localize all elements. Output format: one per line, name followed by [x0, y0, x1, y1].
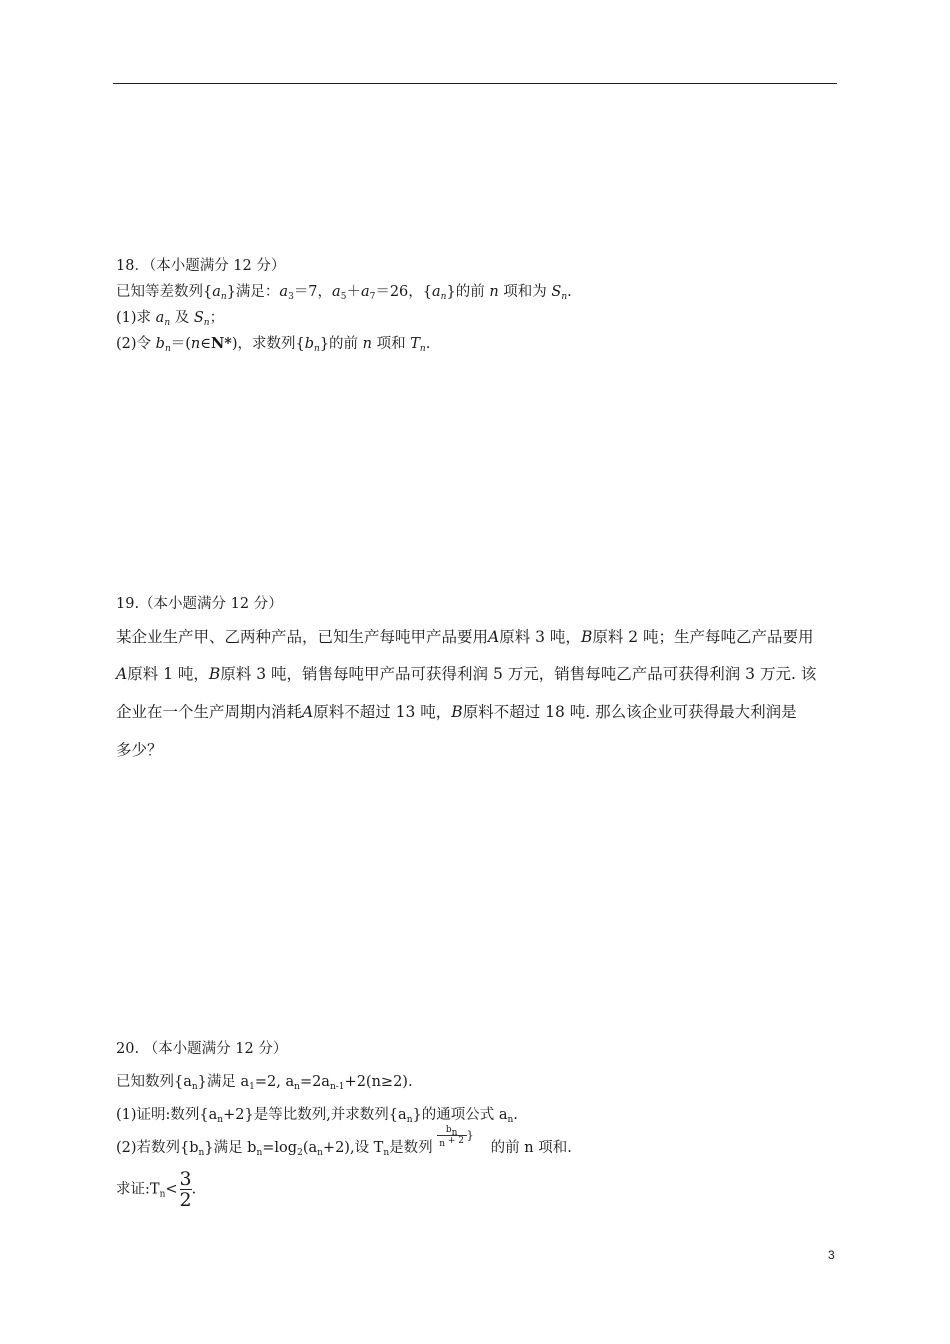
- page-number: 3: [828, 1248, 835, 1262]
- q19-line-2: A原料 1 吨，B原料 3 吨，销售每吨甲产品可获得利润 5 万元，销售每吨乙产品可获得利润 3 万元. 该: [116, 665, 817, 683]
- q19-line-1: 某企业生产甲、乙两种产品，已知生产每吨甲产品要用A原料 3 吨，B原料 2 吨；生产每吨乙产品要用: [116, 628, 814, 646]
- q20-line-2: (1)证明:数列$\{a_n+2\}$是等比数列,并求数列$\{a_n\}$的通项公式 $a_n$.: [116, 1107, 518, 1125]
- q18-line-2: (1)求 $a_n$ 及 $S_n$；: [116, 310, 225, 328]
- q18-line-1: 已知等差数列$\{a_n\}$满足：$a_3=7$，$a_5+a_7=26$，$\{a_n\}$的前 n 项和为 $S_n$.: [116, 284, 572, 302]
- q18-line-3: (2)令 $b_n=(n\in N*)$，求数列$\{b_n\}$的前 n 项和 $T_n$.: [116, 335, 431, 354]
- q20-header: 20. （本小题满分 12 分）: [116, 1041, 288, 1057]
- q19-line-4: 多少？: [116, 741, 163, 759]
- q20-line-1: 已知数列$\{a_n\}$满足 $a_1=2$, $a_n=2a_{n-1}+2(n\ge 2)$.: [116, 1074, 413, 1092]
- q20-line-3: (2)若数列$\{b_n\}$满足 $b_n=\log_2(a_n+2)$,设 $T_n$是数列 $b_n$ $_n$ + 2 } 的前 n 项和.: [116, 1125, 572, 1158]
- fraction-three-halves: $\frac{3}{2}$: [179, 1168, 192, 1211]
- q20-line-4: 求证$:T_n< \frac{3}{2}$.: [116, 1168, 197, 1211]
- small-fraction: $b_n$ $_n$ + 2 }: [433, 1139, 491, 1157]
- q19-header: 19.（本小题满分 12 分）: [116, 596, 283, 612]
- q19-line-3: 企业在一个生产周期内消耗A原料不超过 13 吨，B原料不超过 18 吨. 那么该企业可获得最大利润是: [116, 703, 797, 721]
- q18-header: 18．（本小题满分 12 分）: [116, 258, 286, 274]
- header-rule: [113, 83, 837, 84]
